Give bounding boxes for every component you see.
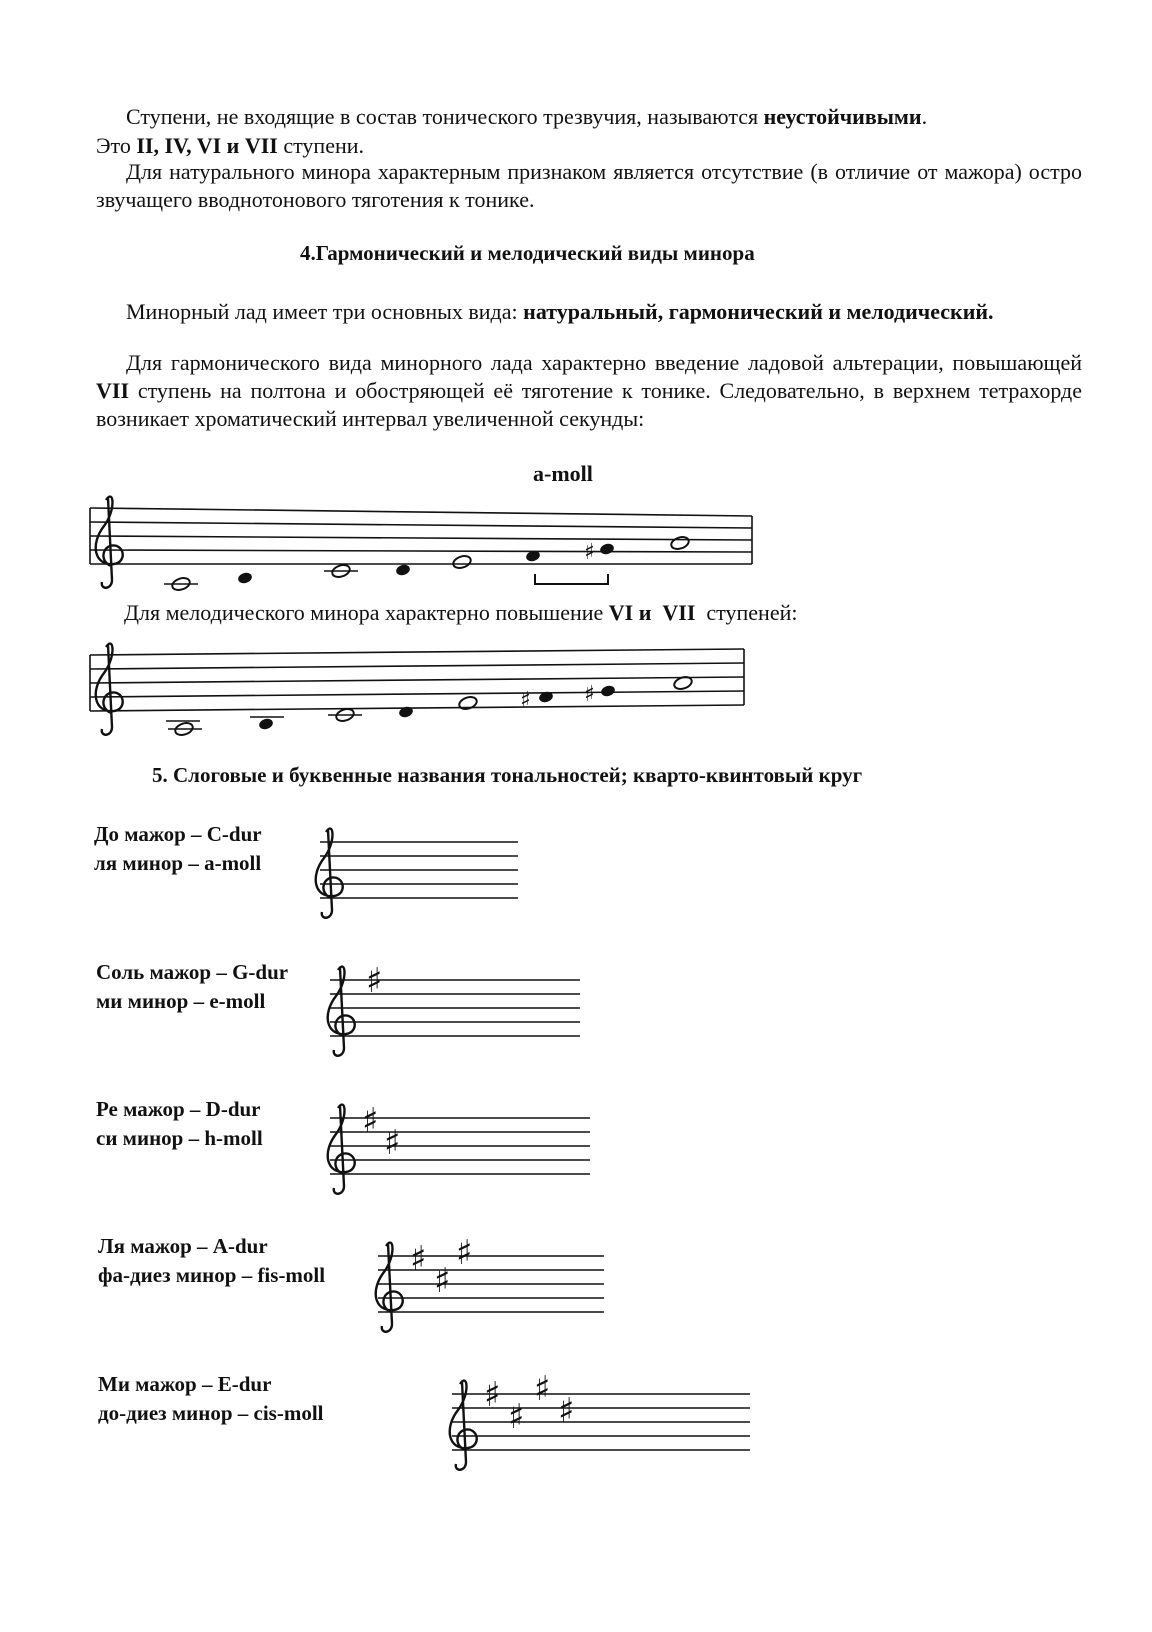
- bold-term: VII: [96, 378, 130, 403]
- text: Ступени, не входящие в состав тонического трезвучия, называются: [126, 104, 764, 129]
- minor-key-name: фа-диез минор – fis-moll: [98, 1263, 326, 1287]
- paragraph-harmonic-minor: [96, 349, 1082, 433]
- minor-key-name: до-диез минор – cis-moll: [98, 1401, 324, 1425]
- staff-lines: [320, 842, 518, 898]
- note-e: [452, 554, 473, 570]
- staff-lines: [90, 649, 744, 711]
- key-label-a-dur: [98, 1232, 325, 1290]
- minor-key-name: ля минор – a-moll: [94, 851, 262, 875]
- sharp-icon: ♯: [584, 540, 595, 565]
- treble-clef-icon: [96, 644, 123, 735]
- section-4-heading: 4.Гармонический и мелодический виды минора: [300, 241, 755, 265]
- bold-term: VI и: [608, 600, 652, 625]
- key-label-g-dur: [96, 958, 288, 1016]
- note-f-sharp: [520, 688, 554, 713]
- key-signature-staff-c-dur: [298, 822, 528, 922]
- minor-key-name: ми минор – e-moll: [96, 989, 266, 1013]
- note-b: [237, 571, 253, 585]
- major-key-name: Ми мажор – E-dur: [98, 1372, 272, 1396]
- note-e: [458, 695, 479, 711]
- paragraph-unstable-degrees: [96, 103, 1082, 131]
- paragraph-degrees-list: [96, 132, 1082, 160]
- note-c: [324, 563, 358, 579]
- note-g-sharp: [584, 682, 616, 707]
- text: [651, 600, 662, 625]
- key-signature-staff-a-dur: [356, 1226, 612, 1341]
- treble-clef-icon: [96, 497, 123, 588]
- note-d: [398, 705, 414, 719]
- key-label-d-dur: [96, 1095, 263, 1153]
- sharp-icon: ♯: [584, 682, 595, 707]
- note-a-high: [670, 535, 691, 551]
- key-label-c-dur: [94, 820, 262, 878]
- note-b: [250, 717, 284, 731]
- sharp-icon: ♯: [410, 1239, 427, 1279]
- key-label-e-dur: [98, 1370, 324, 1428]
- text: Для мелодического минора характерно повышение: [124, 600, 609, 625]
- sharp-icon: ♯: [508, 1397, 525, 1437]
- text: ступени.: [277, 133, 365, 158]
- melodic-minor-staff: [80, 625, 760, 745]
- major-key-name: Ре мажор – D-dur: [96, 1097, 261, 1121]
- text: Минорный лад имеет три основных вида:: [126, 299, 524, 324]
- major-key-name: Ля мажор – A-dur: [98, 1234, 268, 1258]
- bold-term: неустойчивыми: [763, 104, 922, 129]
- major-key-name: Соль мажор – G-dur: [96, 960, 289, 984]
- sharp-icon: ♯: [384, 1123, 401, 1163]
- sharp-icon: ♯: [534, 1369, 551, 1409]
- major-key-name: До мажор – C-dur: [94, 822, 262, 846]
- melodic-minor-caption: [124, 599, 797, 627]
- sharp-icon: ♯: [362, 1101, 379, 1141]
- text: .: [921, 104, 928, 129]
- sharp-icon: ♯: [558, 1391, 575, 1431]
- text: Это: [96, 133, 137, 158]
- sharp-icon: ♯: [366, 961, 383, 1001]
- note-a: [166, 721, 202, 737]
- bold-term: натуральный, гармонический и мелодический.: [523, 299, 994, 324]
- text: ступеней:: [695, 600, 798, 625]
- sharp-icon: ♯: [434, 1261, 451, 1301]
- text: Для гармонического вида минорного лада характерно введение ладовой альтерации, повышающей: [126, 350, 1082, 375]
- bold-term: VII: [662, 600, 696, 625]
- augmented-second-bracket: [535, 574, 608, 584]
- section-5-heading: 5. Слоговые и буквенные названия тональностей; кварто-квинтовый круг: [152, 763, 863, 787]
- note-g-sharp: [584, 540, 615, 565]
- harmonic-minor-staff: [80, 480, 760, 600]
- bold-term: II, IV, VI и VII: [136, 133, 278, 158]
- paragraph-natural-minor: Для натурального минора характерным признаком является отсутствие (в отличие от мажора) остро звучащего вводнотонового тяготения к тонике.: [96, 159, 1082, 212]
- key-signature-staff-d-dur: [308, 1094, 598, 1204]
- note-d: [395, 563, 411, 577]
- note-a: [164, 576, 198, 592]
- paragraph-minor-types: [96, 298, 1082, 326]
- sharp-icon: ♯: [484, 1375, 501, 1415]
- example-title-a-moll: a-moll: [533, 461, 593, 486]
- sharp-icon: ♯: [456, 1233, 473, 1273]
- staff-lines: [90, 508, 752, 564]
- minor-key-name: си минор – h-moll: [96, 1126, 263, 1150]
- key-signature-staff-e-dur: [430, 1364, 760, 1479]
- sharp-icon: ♯: [520, 688, 531, 713]
- text: ступень на полтона и обостряющей её тяготение к тонике. Следовательно, в верхнем тетрахорде возникает хроматический интервал увеличенной секунды:: [96, 378, 1082, 431]
- key-signature-staff-g-dur: [308, 956, 588, 1066]
